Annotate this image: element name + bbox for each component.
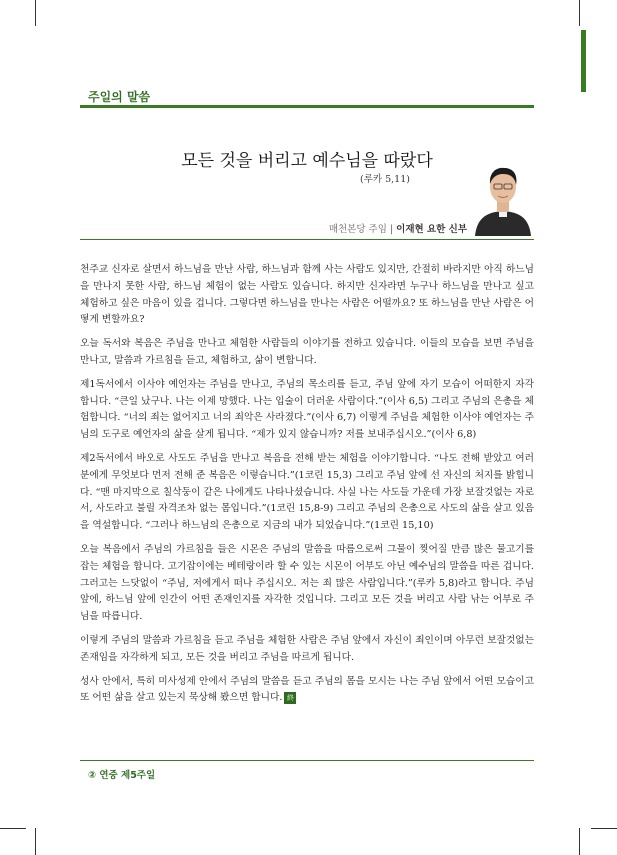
crop-mark-bottom-right [579, 828, 580, 855]
author-photo [471, 158, 535, 236]
paragraph: 제2독서에서 바오로 사도도 주님을 만나고 복음을 전해 받는 체험을 이야기합니다. “나도 전해 받았고 여러분에게 무엇보다 먼저 전해 준 복음은 이렇습니다.”(1코린 15,3) 그리고 주님 앞에 선 자신의 처지를 밝힙니다. “맨 마지막으로 칠삭둥이 같은 나에게도 나타나셨습니다. 사실 나는 사도들 가운데 가장 보잘것없는 자로서, 사도라고 불릴 자격조차 없는 몸입니다.”(1코린 15,8-9) 그리고 주님의 은총으로 사도의 삶을 살고 있음을 역설합니다. “그러나 하느님의 은총으로 지금의 내가 되었습니다.”(1코린 15,10) [80, 452, 534, 532]
section-label: 주일의 말씀 [88, 90, 151, 104]
last-paragraph [80, 674, 534, 708]
footer-rule [80, 760, 534, 761]
article-body [80, 262, 534, 714]
author-name: 이재현 요한 신부 [396, 224, 467, 235]
header-rule [80, 105, 534, 108]
crop-mark-bottom-left [35, 828, 36, 855]
article-title: 모든 것을 버리고 예수님을 따랐다 [181, 151, 433, 171]
side-accent-bar [581, 30, 586, 92]
scripture-reference: (루카 5,11) [360, 174, 410, 185]
author-credit [260, 221, 467, 235]
crop-mark-top-left [35, 0, 36, 26]
paragraph: 제1독서에서 이사야 예언자는 주님을 만나고, 주님의 목소리를 듣고, 주님 앞에 자기 모습이 어떠한지 자각합니다. “큰일 났구나. 나는 이제 망했다. 나는 입술이 더러운 사람이다.”(이사 6,5) 그리고 주님의 은총을 체험합니다. “너의 죄는 없어지고 너의 죄악은 사라졌다.”(이사 6,7) 이렇게 주님을 체험한 이사야 예언자는 주님의 도구로 예언자의 삶을 살게 됩니다. “제가 있지 않습니까? 저를 보내주십시오.”(이사 6,8) [80, 378, 534, 441]
footer-label: ② 연중 제5주일 [88, 770, 156, 781]
author-role: 매천본당 주임 | [328, 224, 397, 235]
paragraph: 이렇게 주님의 말씀과 가르침을 듣고 주님을 체험한 사람은 주님 앞에서 자신이 죄인이며 아무런 보잘것없는 존재임을 자각하게 되고, 모든 것을 버리고 주님을 따르게 됩니다. [80, 634, 534, 663]
end-mark-icon: 終 [284, 692, 296, 704]
crop-mark-top-right [579, 0, 580, 26]
crop-mark-right-bottom-h [591, 828, 617, 829]
paragraph: 천주교 신자로 살면서 하느님을 만난 사람, 하느님과 함께 사는 사람도 있지만, 간절히 바라지만 아직 하느님을 만나지 못한 사람, 하느님 체험이 없는 사람도 있습니다. 하지만 신자라면 누구나 하느님을 만나고 싶고 체험하고 싶은 마음이 있을 겁니다. 그렇다면 하느님을 만나는 사람은 어떨까요? 또 하느님을 만난 사람은 어떻게 변할까요? [80, 264, 534, 326]
paragraph: 오늘 독서와 복음은 주님을 만나고 체험한 사람들의 이야기를 전하고 있습니다. 이들의 모습을 보면 주님을 만나고, 말씀과 가르침을 듣고, 체험하고, 삶이 변합니다. [80, 338, 534, 366]
paragraph: 오늘 복음에서 주님의 가르침을 들은 시몬은 주님의 말씀을 따름으로써 그물이 찢어질 만큼 많은 물고기를 잡는 체험을 합니다. 고기잡이에는 베테랑이라 할 수 있는 시몬이 어부도 아닌 예수님의 말씀을 따른 겁니다. 그러고는 느닷없이 “주님, 저에게서 떠나 주십시오. 저는 죄 많은 사람입니다.”(루카 5,8)라고 합니다. 주님 앞에, 하느님 앞에 인간이 어떤 존재인지를 자각한 것입니다. 그리고 모든 것을 버리고 사람 낚는 어부로 주님을 따릅니다. [80, 543, 534, 623]
paragraph: 성사 안에서, 특히 미사성제 안에서 주님의 말씀을 듣고 주님의 몸을 모시는 나는 주님 앞에서 어떤 모습이고 또 어떤 삶을 살고 있는지 묵상해 봤으면 합니다. [80, 675, 534, 704]
author-rule [80, 239, 534, 240]
crop-mark-left-bottom-h [0, 828, 26, 829]
